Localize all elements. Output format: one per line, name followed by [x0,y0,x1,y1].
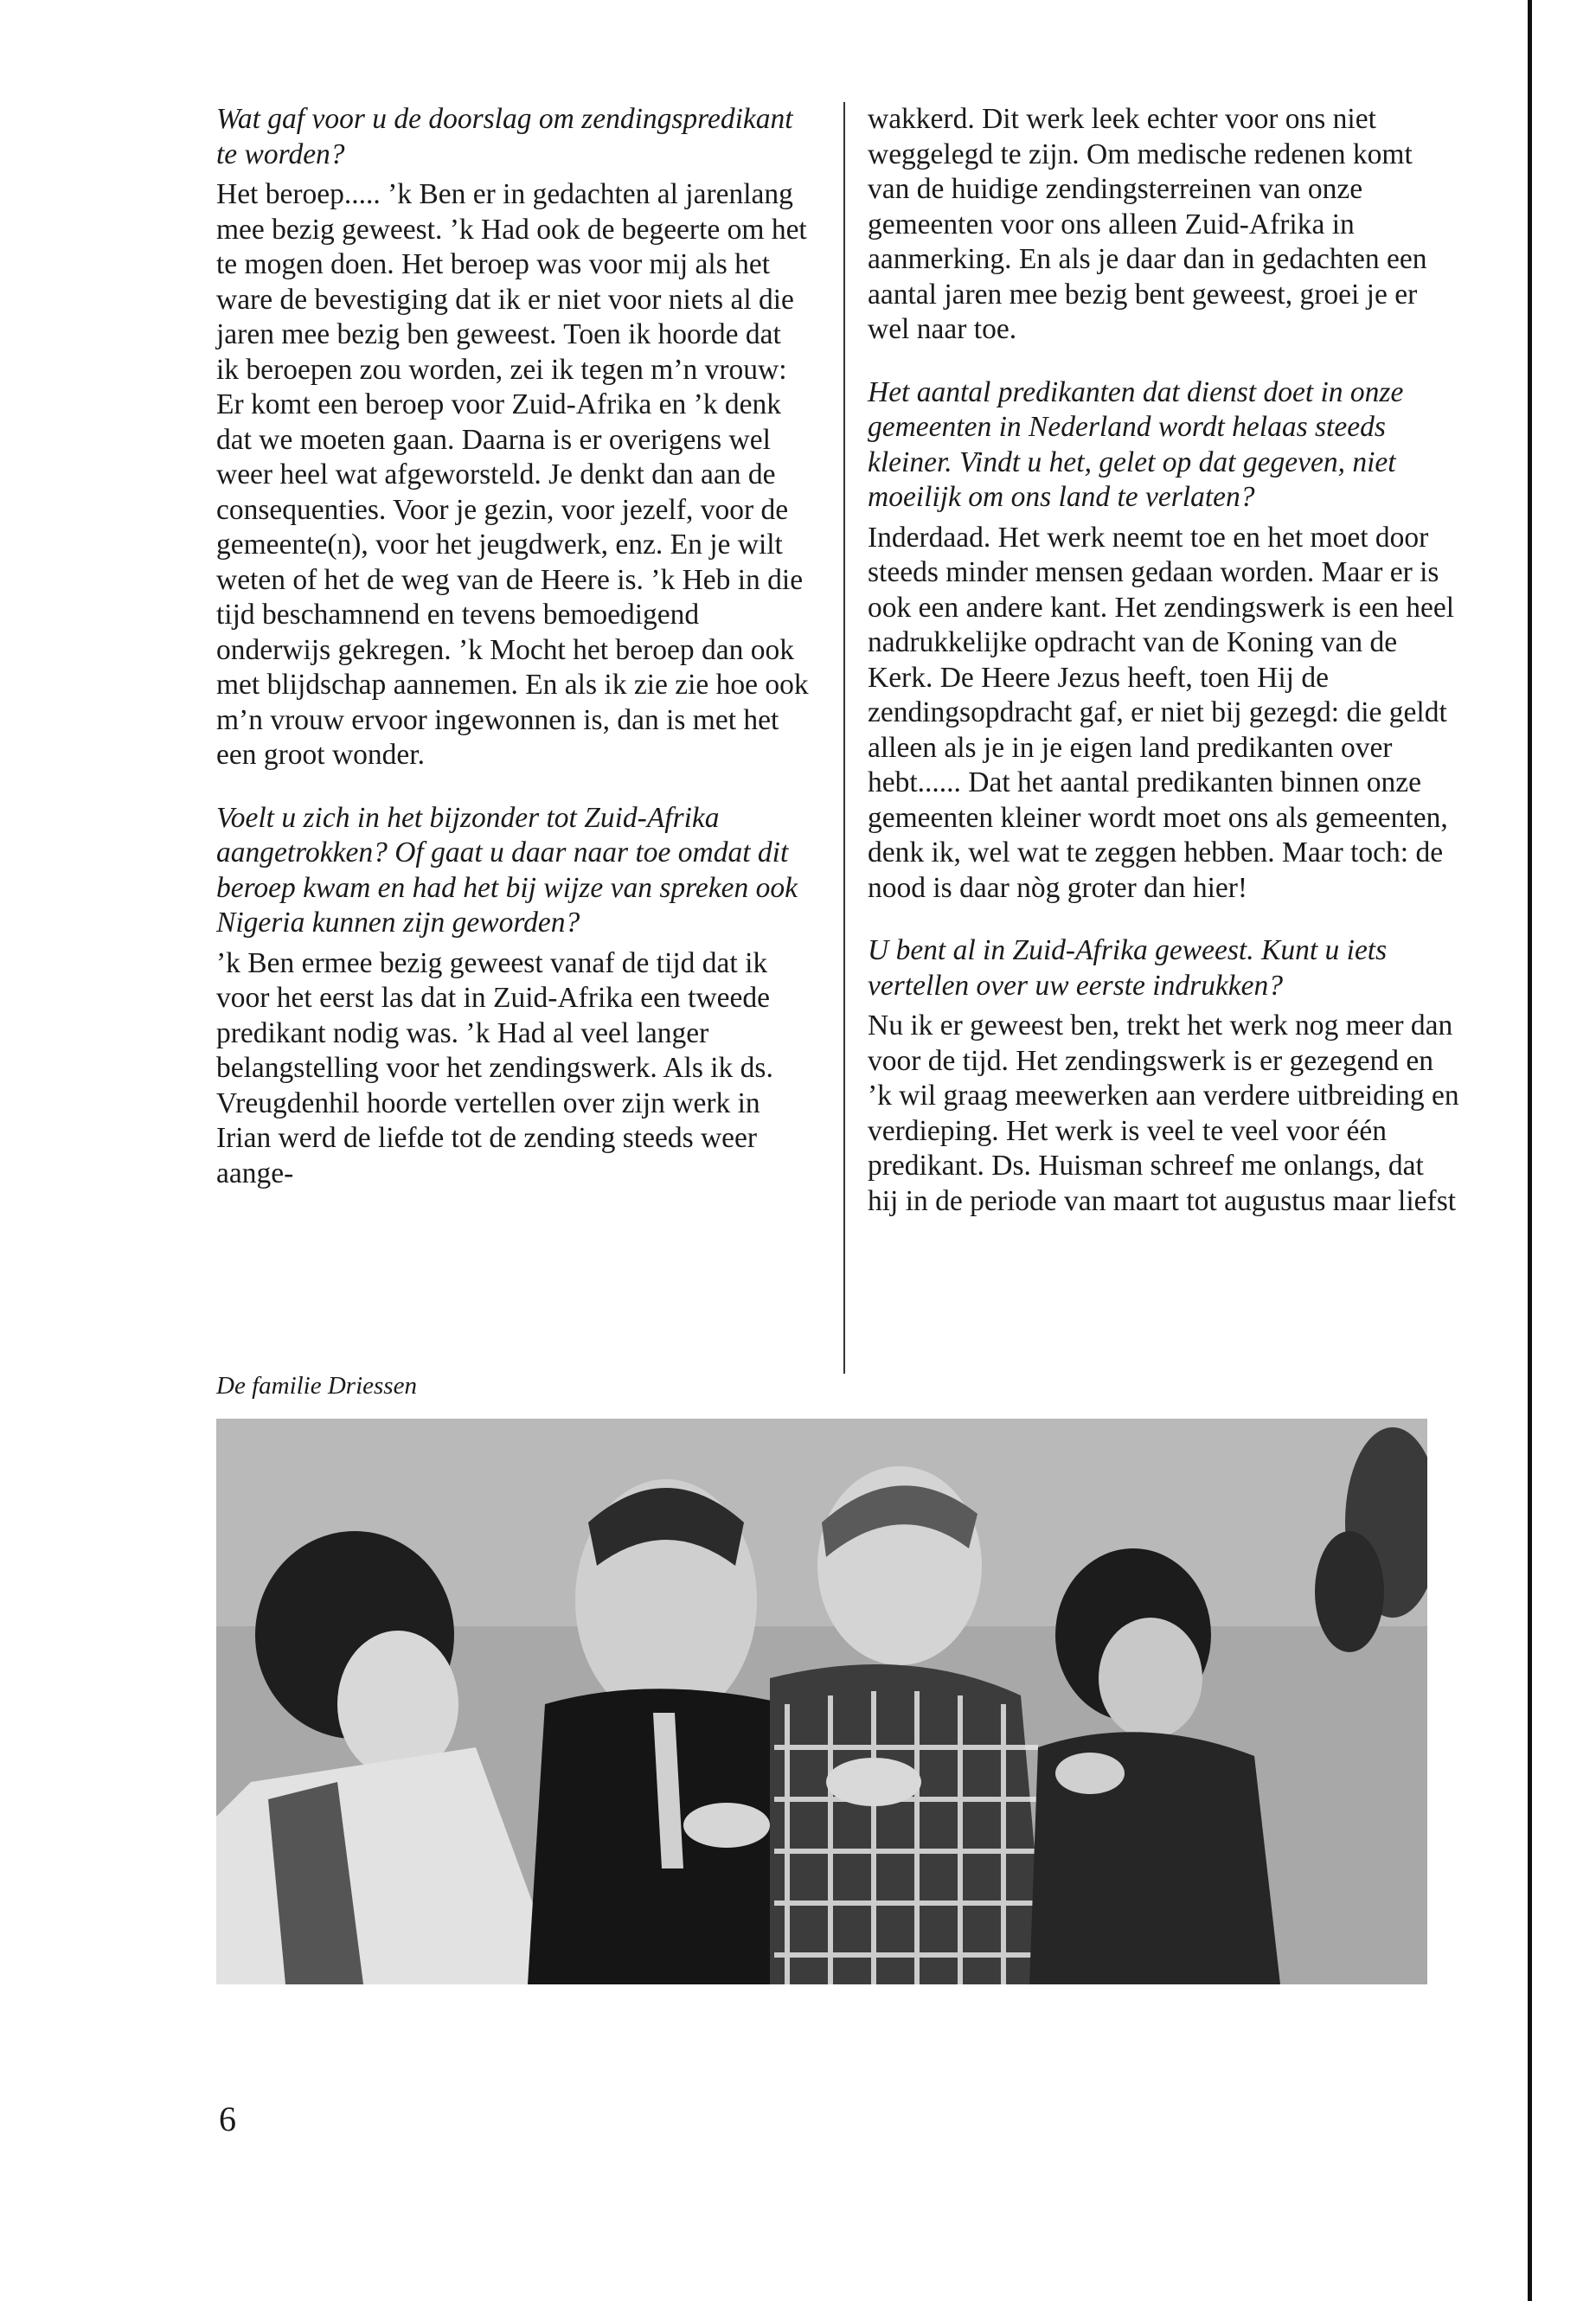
question-4: U bent al in Zuid-Afrika geweest. Kunt u iets vertellen over uw eerste indrukken? [868,934,1388,1002]
question-1: Wat gaf voor u de doorslag om zendingspredikant te worden? [216,103,793,170]
answer-3: Inderdaad. Het werk neemt toe en het moet door steeds minder mensen gedaan worden. Maar er is ook een andere kant. Het zendingswerk is een heel nadrukkelijke opdracht van de Koning van de Kerk. De Heere Jezus heeft, toen Hij de zendingsopdracht gaf, er niet bij gezegd: die geldt alleen als je in je eigen land predikanten over hebt...... Dat het aantal predikanten binnen onze gemeenten kleiner wordt moet ons als gemeenten, denk ik, wel wat te zeggen hebben. Maar toch: de nood is daar nòg groter dan hier! [868,521,1455,904]
page-number: 6 [219,2099,236,2138]
answer-4: Nu ik er geweest ben, trekt het werk nog meer dan voor de tijd. Het zendingswerk is er gezegend en ’k wil graag meewerken aan verdere uitbreiding en verdieping. Het werk is veel te veel voor één predikant. Ds. Huisman schreef me onlangs, dat hij in de periode van maart tot augustus maar liefst [868,1009,1459,1217]
question-2: Voelt u zich in het bijzonder tot Zuid-Afrika aangetrokken? Of gaat u daar naar toe omdat dit beroep kwam en had het bij wijze van spreken ook Nigeria kunnen zijn geworden? [216,801,798,939]
answer-1: Het beroep..... ’k Ben er in gedachten al jarenlang mee bezig geweest. ’k Had ook de begeerte om het te mogen doen. Het beroep was voor mij als het ware de bevestiging dat ik er niet voor niets al die jaren mee bezig ben geweest. Toen ik hoorde dat ik beroepen zou worden, zei ik tegen m’n vrouw: Er komt een beroep voor Zuid-Afrika en ’k denk dat we moeten gaan. Daarna is er overigens wel weer heel wat afgeworsteld. Je denkt dan aan de consequenties. Voor je gezin, voor jezelf, voor de gemeente(n), voor het jeugdwerk, enz. En je wilt weten of het de weg van de Heere is. ’k Heb in die tijd beschamnend en tevens bemoedigend onderwijs gekregen. ’k Mocht het beroep dan ook met blijdschap aannemen. En als ik zie zie hoe ook m’n vrouw ervoor ingewonnen is, dan is met het een groot wonder. [216,178,809,771]
photo-caption: De familie Driessen [216,1372,417,1400]
question-3: Het aantal predikanten dat dienst doet in onze gemeenten in Nederland wordt helaas steeds kleiner. Vindt u het, gelet op dat gegeven, niet moeilijk om ons land te verlaten? [868,375,1404,513]
left-column [216,102,809,1219]
answer-2: ’k Ben ermee bezig geweest vanaf de tijd dat ik voor het eerst las dat in Zuid-Afrika een tweede predikant nodig was. ’k Had al veel langer belangstelling voor het zendingswerk. Als ik ds. Vreugdenhil hoorde vertellen over zijn werk in Irian werd de liefde tot de zending steeds weer aange- [216,946,773,1189]
column-divider [843,102,845,1374]
family-photo-illustration [216,1419,1427,1984]
page-edge-line [1528,0,1532,2301]
right-column [868,102,1460,1247]
answer-2-continued: wakkerd. Dit werk leek echter voor ons niet weggelegd te zijn. Om medische redenen komt van de huidige zendingsterreinen van onze gemeenten voor ons alleen Zuid-Afrika in aanmerking. En als je daar dan in gedachten een aantal jaren mee bezig bent geweest, groei je er wel naar toe. [868,103,1427,345]
family-photo [216,1419,1427,1984]
